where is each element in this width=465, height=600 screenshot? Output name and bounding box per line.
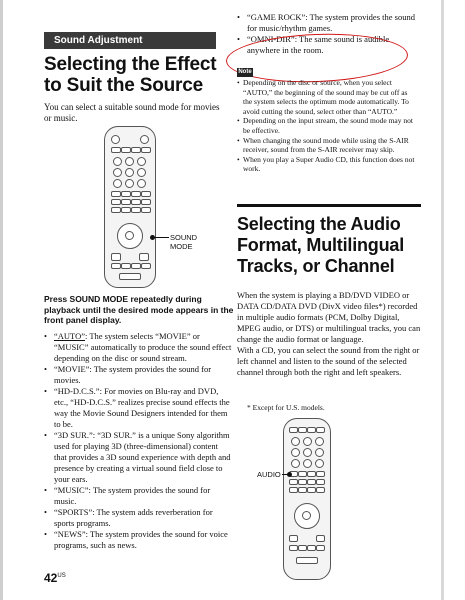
audio-callout-label: AUDIO (257, 470, 281, 479)
list-item: • “GAME ROCK”: The system provides the sound for music/rhythm games. (237, 12, 417, 34)
instruction-text: Press SOUND MODE repeatedly during playback until the desired mode appears in the front panel display. (44, 294, 234, 325)
intro-text: You can select a suitable sound mode for movies or music. (44, 102, 220, 123)
list-item: • “MUSIC”: The system provides the sound for music. (44, 485, 232, 507)
section-label: Sound Adjustment (44, 32, 216, 49)
footnote: * Except for U.S. models. (247, 403, 325, 412)
sound-mode-callout-line (154, 237, 169, 238)
list-item: • “AUTO”: The system selects “MOVIE” or “MUSIC” automatically to produce the sound effect depending on the disc or sound stream. (44, 331, 232, 364)
list-item: • Depending on the input stream, the sound mode may not be effective. (237, 116, 417, 135)
remote-illustration-sound-mode (104, 126, 156, 288)
list-item: • “MOVIE”: The system provides the sound for movies. (44, 364, 232, 386)
page-left-edge (0, 0, 3, 600)
page-heading: Selecting the Effect to Suit the Source (44, 54, 217, 96)
remote-illustration-audio (283, 418, 331, 580)
list-item: • “NEWS”: The system provides the sound for voice programs, such as news. (44, 529, 232, 551)
list-item: • “SPORTS”: The system adds reverberation for sports programs. (44, 507, 232, 529)
audio-callout-dot (287, 472, 292, 477)
list-item: • “OMNI-DIR”: The same sound is audible anywhere in the room. (237, 34, 417, 56)
sound-mode-callout-label: SOUND MODE (170, 233, 198, 251)
sound-mode-list (44, 331, 232, 551)
list-item: • When you play a Super Audio CD, this function does not work. (237, 155, 417, 174)
section-divider (237, 204, 421, 207)
audio-body-text: When the system is playing a BD/DVD VIDEO or DATA CD/DATA DVD (DivX video files*) recorded in multiple audio formats (PCM, Dolby Digital, MPEG audio, or DTS) or multilingual tracks, you can change the audio format or language. With a CD, you can select the sound from the right or left channel and listen to the sound of the selected channel through both the right and left speakers. (237, 290, 421, 377)
list-item: • Depending on the disc or source, when you select “AUTO,” the beginning of the sound may be cut off as the system selects the optimum mode automatically. To avoid cutting the sound, select other than “AUTO.” (237, 78, 417, 116)
list-item: • When changing the sound mode while using the S-AIR receiver, sound from the S-AIR receiver may skip. (237, 136, 417, 155)
note-label: Note (238, 69, 252, 75)
section-heading: Selecting the Audio Format, Multilingual Tracks, or Channel (237, 214, 404, 276)
list-item: • “3D SUR.”: “3D SUR.” is a unique Sony algorithm used for playing 3D (three-dimensional) content that provides a 3D sound experience with depth and presence by creating a virtual sound field close to your ears. (44, 430, 232, 485)
notes-list (237, 78, 417, 174)
page-number: $42^{US}$ (44, 571, 66, 585)
list-item: • “HD-D.C.S.”: For movies on Blu-ray and DVD, etc., “HD-D.C.S.” realizes precise sound effects the way the Movie Sound Designers intended for them to be. (44, 386, 232, 430)
page-right-edge (441, 0, 444, 600)
